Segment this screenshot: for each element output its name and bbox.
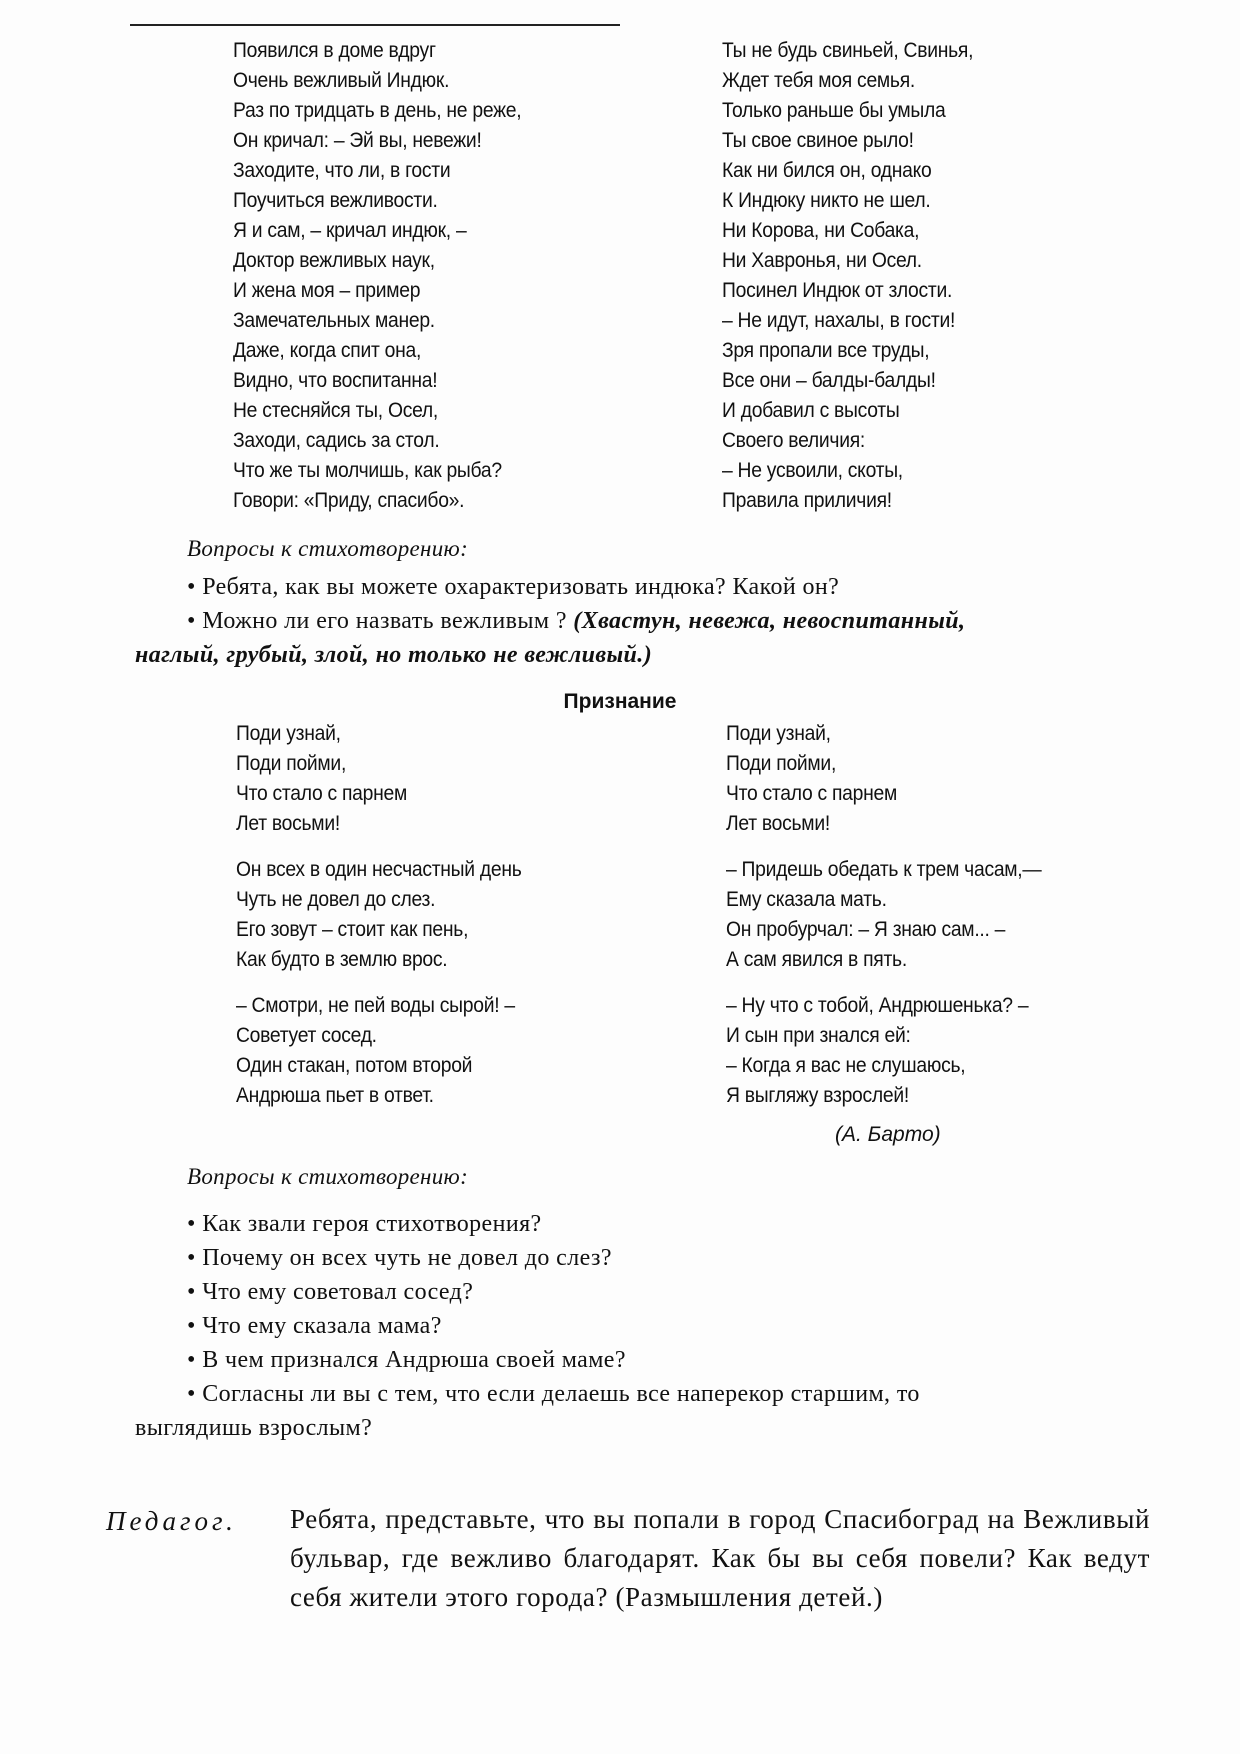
- poem-line: Его зовут – стоит как пень,: [236, 918, 469, 941]
- poem-line: И сын при знался ей:: [726, 1024, 911, 1047]
- poem-line: Ни Корова, ни Собака,: [722, 219, 920, 242]
- answer-text: (Хвастун, невежа, невоспитанный,: [573, 608, 966, 634]
- teacher-text: Ребята, представьте, что вы попали в город Спасибоград на Вежливый бульвар, где вежливо благодарят. Как бы вы себя повели? Как ведут себя жители этого города? (Размышления детей.): [290, 1504, 1150, 1612]
- poem-line: Он кричал: – Эй вы, невежи!: [233, 129, 482, 152]
- poem-line: – Смотри, не пей воды сырой! –: [236, 994, 515, 1017]
- poem-line: И жена моя – пример: [233, 279, 421, 302]
- poem-line: Посинел Индюк от злости.: [722, 279, 953, 302]
- poem2-left-column: [236, 719, 522, 1111]
- poem-line: Поди пойми,: [236, 752, 347, 775]
- poem-line: Видно, что воспитанна!: [233, 369, 438, 392]
- poem-line: Что стало с парнем: [726, 782, 897, 805]
- poem-line: Что же ты молчишь, как рыба?: [233, 459, 502, 482]
- poem-line: И добавил с высоты: [722, 399, 900, 422]
- poem-line: Все они – балды-балды!: [722, 369, 936, 392]
- poem-line: Правила приличия!: [722, 489, 892, 512]
- poem-line: – Не идут, нахалы, в гости!: [722, 309, 956, 332]
- stanza-gap: [726, 839, 1041, 855]
- poem-line: Ему сказала мать.: [726, 888, 887, 911]
- stanza-gap: [236, 839, 522, 855]
- question-item: [187, 604, 965, 638]
- questions1-list: [135, 570, 966, 672]
- question-item: • Почему он всех чуть не довел до слез?: [187, 1245, 612, 1271]
- poem-line: Лет восьми!: [236, 812, 340, 835]
- poem-line: Очень вежливый Индюк.: [233, 69, 450, 92]
- answer-text-continued: наглый, грубый, злой, но только не вежливый.): [135, 642, 653, 668]
- question-item: • Ребята, как вы можете охарактеризовать индюка? Какой он?: [187, 574, 840, 600]
- poem-line: Ты свое свиное рыло!: [722, 129, 914, 152]
- question-text: • Можно ли его назвать вежливым ?: [187, 608, 574, 634]
- teacher-label: Педагог.: [106, 1506, 237, 1536]
- poem-line: Зря пропали все труды,: [722, 339, 930, 362]
- poem-line: Поди узнай,: [726, 722, 831, 745]
- top-rule: [130, 24, 620, 26]
- poem2-right-column: [726, 719, 1041, 1111]
- poem-line: А сам явился в пять.: [726, 948, 907, 971]
- poem-line: Поучиться вежливости.: [233, 189, 438, 212]
- poem2-author: (А. Барто): [835, 1123, 941, 1146]
- poem-line: Как будто в землю врос.: [236, 948, 448, 971]
- poem-line: Поди узнай,: [236, 722, 341, 745]
- poem2-title: Признание: [563, 690, 677, 713]
- poem-line: Чуть не довел до слез.: [236, 888, 436, 911]
- poem-line: Заходи, садись за стол.: [233, 429, 440, 452]
- poem-line: Ни Хавронья, ни Осел.: [722, 249, 922, 272]
- poem-line: Не стесняйся ты, Осел,: [233, 399, 439, 422]
- poem-line: Один стакан, потом второй: [236, 1054, 473, 1077]
- poem-line: Ты не будь свиньей, Свинья,: [722, 39, 974, 62]
- question-item: • Как звали героя стихотворения?: [187, 1211, 542, 1237]
- poem1-right-column: [722, 36, 973, 516]
- poem-line: Он пробурчал: – Я знаю сам... –: [726, 918, 1006, 941]
- poem-line: – Придешь обедать к трем часам,—: [726, 858, 1042, 881]
- questions2-list: [135, 1207, 920, 1445]
- stanza-gap: [726, 975, 1041, 991]
- poem-line: Ждет тебя моя семья.: [722, 69, 915, 92]
- poem-line: Заходите, что ли, в гости: [233, 159, 451, 182]
- poem-line: К Индюку никто не шел.: [722, 189, 931, 212]
- question-item: • Что ему сказала мама?: [187, 1313, 442, 1339]
- poem-line: Только раньше бы умыла: [722, 99, 946, 122]
- question-item: • Что ему советовал сосед?: [187, 1279, 474, 1305]
- poem-line: Я выгляжу взрослей!: [726, 1084, 909, 1107]
- poem-line: Советует сосед.: [236, 1024, 377, 1047]
- poem-line: Как ни бился он, однако: [722, 159, 932, 182]
- poem-line: Своего величия:: [722, 429, 865, 452]
- poem-line: Даже, когда спит она,: [233, 339, 422, 362]
- poem-line: – Не усвоили, скоты,: [722, 459, 903, 482]
- poem-line: – Ну что с тобой, Андрюшенька? –: [726, 994, 1029, 1017]
- poem1-left-column: [233, 36, 521, 516]
- questions1-heading: Вопросы к стихотворению:: [187, 536, 469, 561]
- poem-line: – Когда я вас не слушаюсь,: [726, 1054, 966, 1077]
- poem-line: Доктор вежливых наук,: [233, 249, 435, 272]
- poem-line: Андрюша пьет в ответ.: [236, 1084, 434, 1107]
- poem-line: Лет восьми!: [726, 812, 830, 835]
- question-item-continued: выглядишь взрослым?: [135, 1415, 373, 1441]
- poem-line: Раз по тридцать в день, не реже,: [233, 99, 522, 122]
- poem-line: Он всех в один несчастный день: [236, 858, 522, 881]
- question-item: • В чем признался Андрюша своей маме?: [187, 1347, 626, 1373]
- poem-line: Появился в доме вдруг: [233, 39, 436, 62]
- questions2-heading: Вопросы к стихотворению:: [187, 1164, 469, 1189]
- stanza-gap: [236, 975, 522, 991]
- poem-line: Поди пойми,: [726, 752, 837, 775]
- poem-line: Замечательных манер.: [233, 309, 435, 332]
- poem-line: Я и сам, – кричал индюк, –: [233, 219, 467, 242]
- poem-line: Говори: «Приду, спасибо».: [233, 489, 465, 512]
- poem-line: Что стало с парнем: [236, 782, 407, 805]
- question-item: • Согласны ли вы с тем, что если делаешь все наперекор старшим, то: [187, 1381, 920, 1407]
